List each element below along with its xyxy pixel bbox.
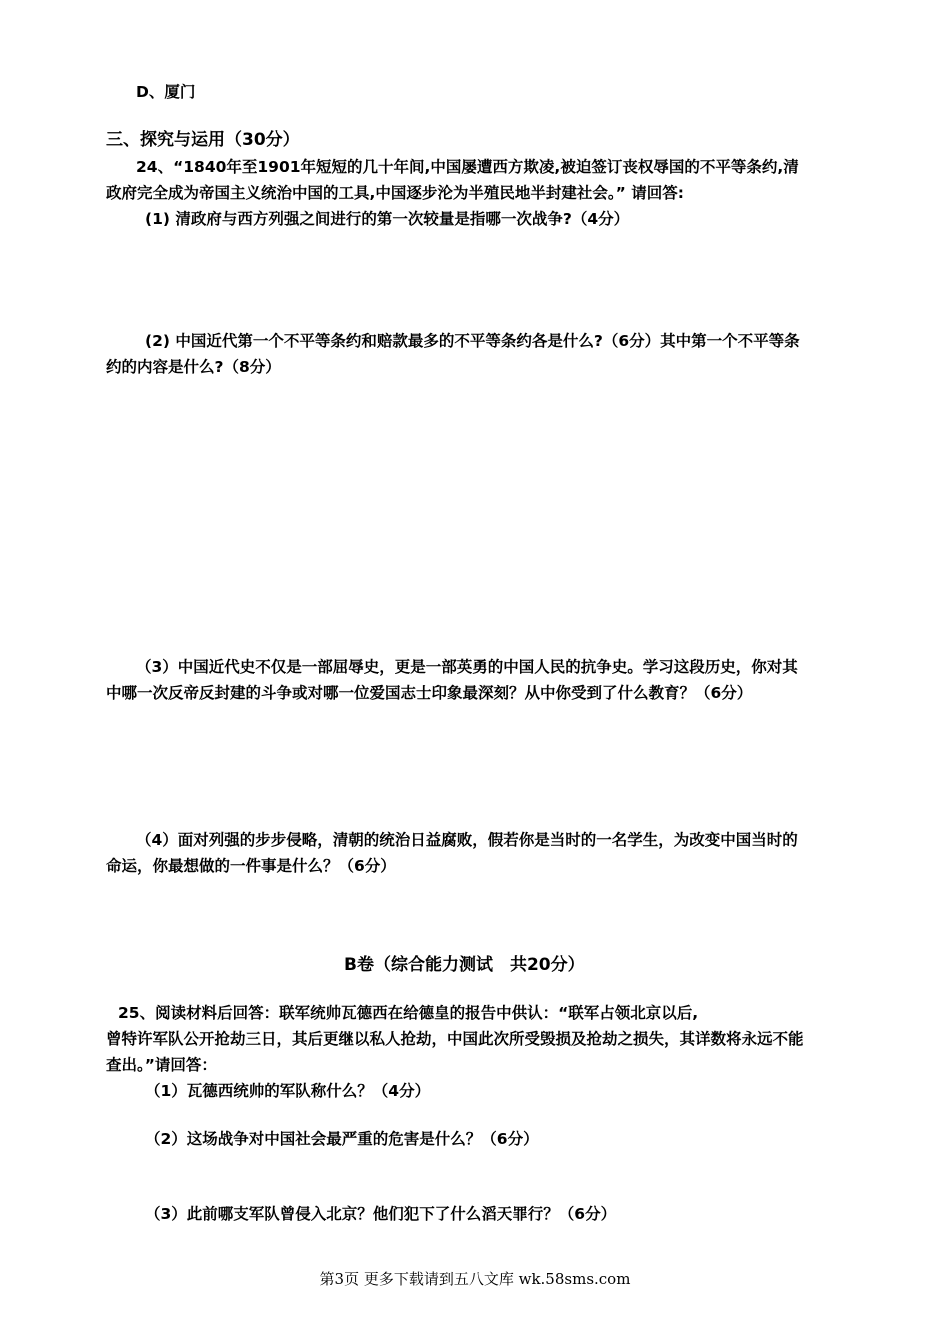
q25-sub-1: （1）瓦德西统帅的军队称什么？（4分） (145, 1082, 431, 1100)
q25-stem-line-1: 25、阅读材料后回答：联军统帅瓦德西在给德皇的报告中供认：“联军占领北京以后, (118, 1004, 699, 1022)
q24-sub-2-line-2: 约的内容是什么?（8分） (106, 358, 281, 376)
q24-stem-line-1: 24、“1840年至1901年短短的几十年间,中国屡遭西方欺凌,被迫签订丧权辱国的不平等条约,清 (136, 158, 799, 176)
option-d: D、厦门 (136, 83, 196, 101)
q25-stem-line-2: 曾特许军队公开抢劫三日，其后更继以私人抢劫，中国此次所受毁损及抢劫之损失，其详数将永远不能 (106, 1030, 804, 1048)
page-footer: 第3页 更多下载请到五八文库 wk.58sms.com (319, 1270, 631, 1288)
q24-sub-3-line-1: （3）中国近代史不仅是一部屈辱史，更是一部英勇的中国人民的抗争史。学习这段历史，你对其 (136, 658, 798, 676)
q24-sub-4-line-1: （4）面对列强的步步侵略，清朝的统治日益腐败，假若你是当时的一名学生，为改变中国当时的 (136, 831, 798, 849)
q24-sub-4-line-2: 命运，你最想做的一件事是什么？（6分） (106, 857, 396, 875)
q25-sub-2: （2）这场战争对中国社会最严重的危害是什么？（6分） (145, 1130, 539, 1148)
section-3-title: 三、探究与运用（30分） (106, 130, 300, 150)
section-b-title: B卷（综合能力测试 共20分） (344, 955, 585, 975)
q24-sub-2-line-1: (2) 中国近代第一个不平等条约和赔款最多的不平等条约各是什么?（6分）其中第一个不平等条 (145, 332, 800, 350)
q25-sub-3: （3）此前哪支军队曾侵入北京？他们犯下了什么滔天罪行？（6分） (145, 1205, 617, 1223)
q24-sub-1: (1) 清政府与西方列强之间进行的第一次较量是指哪一次战争?（4分） (145, 210, 630, 228)
q25-stem-line-3: 查出。”请回答： (106, 1056, 217, 1074)
q24-sub-3-line-2: 中哪一次反帝反封建的斗争或对哪一位爱国志士印象最深刻？从中你受到了什么教育？（6分） (106, 684, 753, 702)
q24-stem-line-2: 政府完全成为帝国主义统治中国的工具,中国逐步沦为半殖民地半封建社会。” 请回答: (106, 184, 684, 202)
